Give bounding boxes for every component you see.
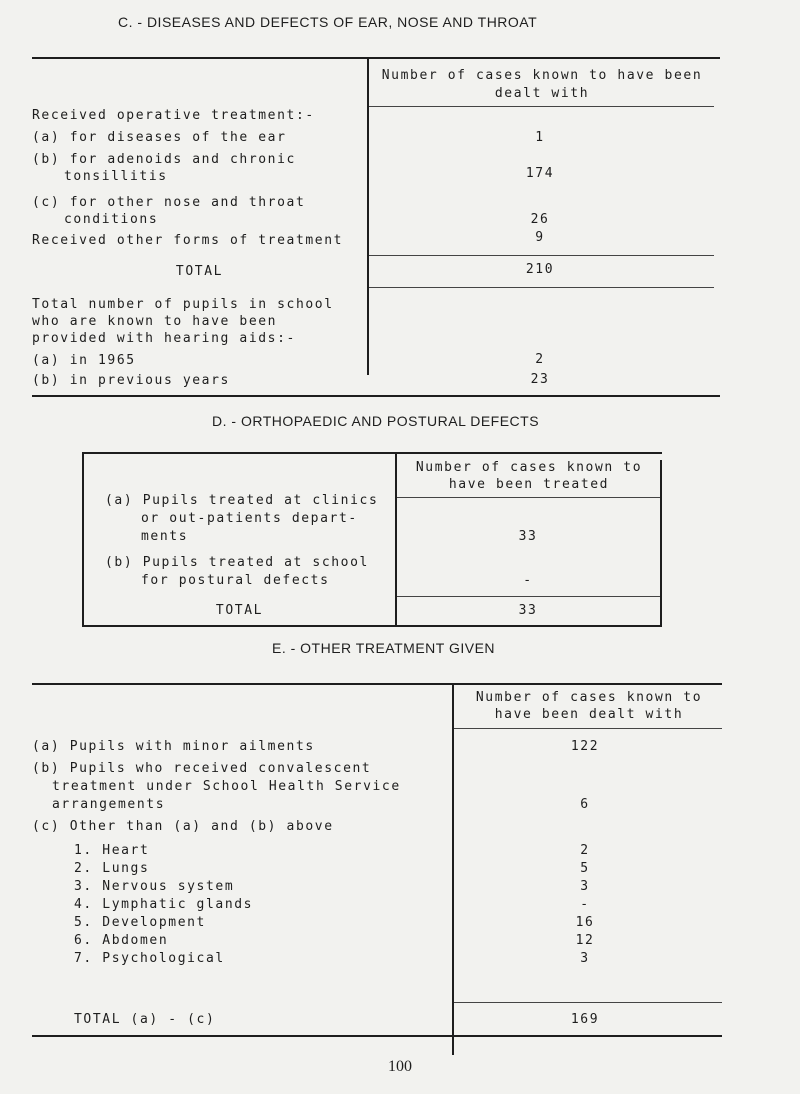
table-c-total-label: TOTAL [175, 264, 224, 279]
table-e-top-rule [32, 683, 722, 685]
row-e-c-label: (c) Other than (a) and (b) above [32, 819, 334, 834]
row-c-c-label-line1: (c) for other nose and throat [32, 195, 306, 210]
section-c-heading: C. - DISEASES AND DEFECTS OF EAR, NOSE AND THROAT [118, 14, 538, 30]
list-item-value: 3 [580, 879, 590, 894]
row-e-b-label-line2: treatment under School Health Service [52, 779, 401, 794]
list-item-label: 3. Nervous system [74, 879, 235, 894]
table-e-total-rule [454, 1002, 722, 1003]
row-d-a-label-line1: (a) Pupils treated at clinics [105, 493, 379, 508]
list-item-label: 5. Development [74, 915, 206, 930]
table-d-col-header-line2: have been treated [448, 477, 610, 492]
table-e-bottom-rule [32, 1035, 722, 1037]
row-d-b-value: - [523, 573, 533, 588]
table-e-column-divider [452, 683, 454, 1055]
table-d-total-value: 33 [518, 603, 538, 618]
received-operative-label: Received operative treatment:- [32, 108, 315, 123]
row-hearing-b-value: 23 [530, 372, 550, 387]
list-item-value: 12 [575, 933, 595, 948]
list-item-value: - [580, 897, 590, 912]
table-e-col-header-line2: have been dealt with [494, 707, 684, 722]
table-e-total-label: TOTAL (a) - (c) [74, 1012, 216, 1027]
hearing-aids-label-line3: provided with hearing aids:- [32, 331, 296, 346]
row-c-b-value: 174 [525, 166, 555, 181]
list-item-value: 16 [575, 915, 595, 930]
table-d-header-rule [397, 497, 660, 498]
section-d-heading: D. - ORTHOPAEDIC AND POSTURAL DEFECTS [212, 413, 540, 429]
row-e-b-value: 6 [580, 797, 590, 812]
row-c-a-label: (a) for diseases of the ear [32, 130, 287, 145]
table-c-total-value: 210 [525, 262, 555, 277]
row-c-a-value: 1 [535, 130, 545, 145]
row-hearing-a-label: (a) in 1965 [32, 353, 136, 368]
row-d-b-label-line2: for postural defects [141, 573, 330, 588]
row-e-b-label-line1: (b) Pupils who received convalescent [32, 761, 372, 776]
table-c-col-header-line2: dealt with [494, 86, 590, 101]
section-e-heading: E. - OTHER TREATMENT GIVEN [272, 640, 496, 656]
row-c-b-label-line2: tonsillitis [64, 169, 168, 184]
list-item-label: 2. Lungs [74, 861, 150, 876]
row-d-a-value: 33 [518, 529, 538, 544]
list-item-value: 2 [580, 843, 590, 858]
table-d-right-border [660, 460, 662, 626]
list-item-label: 1. Heart [74, 843, 150, 858]
table-d-top-rule [82, 452, 662, 454]
list-item-label: 7. Psychological [74, 951, 225, 966]
row-c-c-value: 26 [530, 212, 550, 227]
table-d-bottom-rule [82, 625, 662, 627]
row-e-a-label: (a) Pupils with minor ailments [32, 739, 315, 754]
table-c-header-rule [369, 106, 714, 107]
row-c-c-label-line2: conditions [64, 212, 159, 227]
row-hearing-b-label: (b) in previous years [32, 373, 230, 388]
table-d-col-header-line1: Number of cases known to [415, 460, 643, 475]
table-c-column-divider [367, 57, 369, 375]
row-d-a-label-line2: or out-patients depart- [141, 511, 358, 526]
hearing-aids-label-line2: who are known to have been [32, 314, 278, 329]
hearing-aids-label-line1: Total number of pupils in school [32, 297, 334, 312]
row-d-b-label-line1: (b) Pupils treated at school [105, 555, 369, 570]
list-item-label: 4. Lymphatic glands [74, 897, 254, 912]
table-c-total-rule-top [369, 255, 714, 256]
row-c-other-value: 9 [535, 230, 545, 245]
table-e-header-rule [454, 728, 722, 729]
list-item-value: 5 [580, 861, 590, 876]
table-c-bottom-rule [32, 395, 720, 397]
table-e-col-header-line1: Number of cases known to [475, 690, 703, 705]
table-c-top-rule [32, 57, 720, 59]
row-e-a-value: 122 [570, 739, 600, 754]
row-e-b-label-line3: arrangements [52, 797, 166, 812]
table-d-total-rule [397, 596, 660, 597]
row-c-other-label: Received other forms of treatment [32, 233, 344, 248]
table-d-total-label: TOTAL [215, 603, 264, 618]
table-d-left-border [82, 452, 84, 626]
row-hearing-a-value: 2 [535, 352, 545, 367]
table-c-total-rule-bottom [369, 287, 714, 288]
page-number: 100 [388, 1058, 412, 1075]
table-e-total-value: 169 [570, 1012, 600, 1027]
table-d-column-divider [395, 452, 397, 626]
row-d-a-label-line3: ments [141, 529, 189, 544]
list-item-label: 6. Abdomen [74, 933, 169, 948]
table-c-col-header-line1: Number of cases known to have been [381, 68, 703, 83]
row-c-b-label-line1: (b) for adenoids and chronic [32, 152, 296, 167]
list-item-value: 3 [580, 951, 590, 966]
